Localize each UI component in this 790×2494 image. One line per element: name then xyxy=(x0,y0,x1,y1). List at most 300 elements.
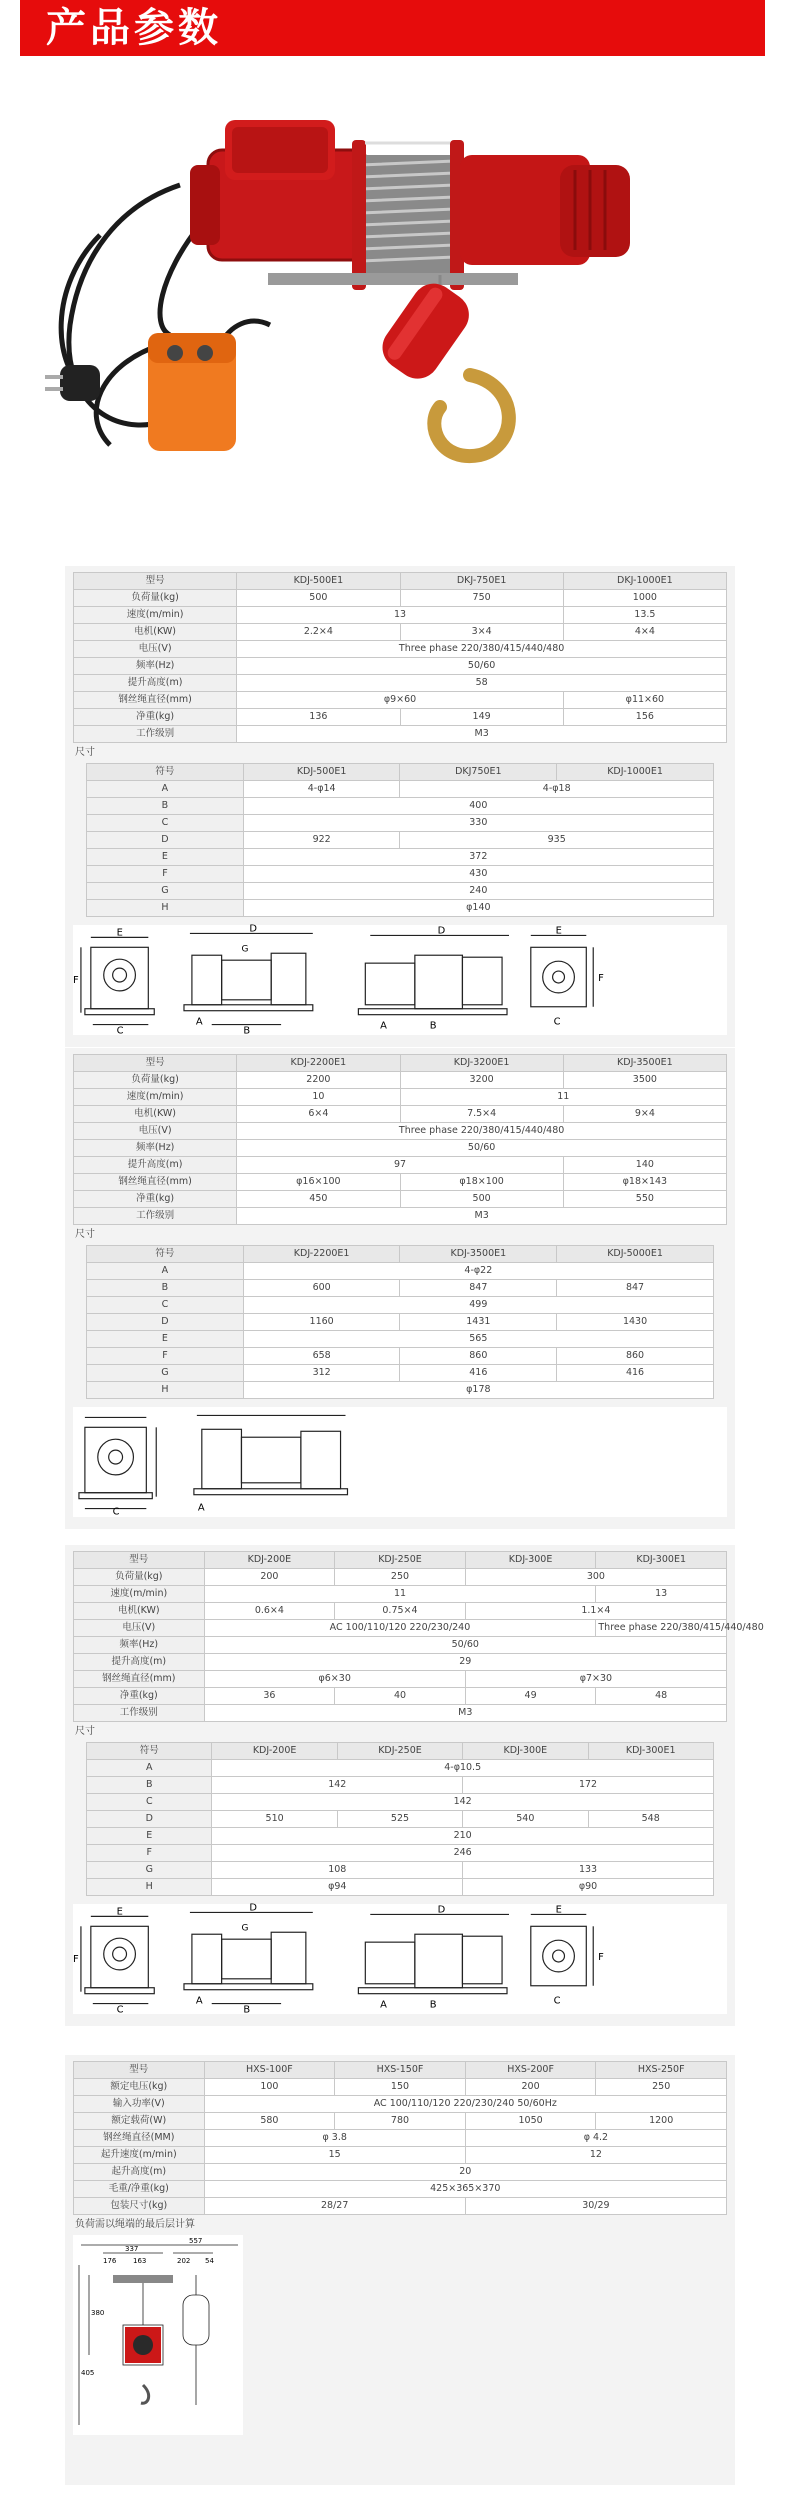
table-row xyxy=(74,1140,727,1157)
row-label: D xyxy=(87,1314,244,1331)
header-cell: 符号 xyxy=(87,1246,244,1263)
table-cell: 780 xyxy=(335,2113,466,2130)
table-cell: 330 xyxy=(243,815,713,832)
table-cell: 11 xyxy=(400,1089,727,1106)
row-label: 净重(kg) xyxy=(74,709,237,726)
gearbox xyxy=(460,155,630,265)
table-cell: φ7×30 xyxy=(465,1671,726,1688)
table-cell: 430 xyxy=(243,866,713,883)
mounting-base xyxy=(268,273,518,285)
header-cell: KDJ-3200E1 xyxy=(400,1055,563,1072)
label-d-2: D xyxy=(437,925,446,937)
table-cell: 156 xyxy=(563,709,726,726)
row-label: 电压(V) xyxy=(74,641,237,658)
table-cell: 240 xyxy=(243,883,713,900)
row-label: 起升高度(m) xyxy=(74,2164,205,2181)
table-cell: Three phase 220/380/415/440/480 xyxy=(237,641,727,658)
table-cell: 548 xyxy=(588,1811,713,1828)
pendant-controller xyxy=(148,333,236,451)
table-cell: 29 xyxy=(204,1654,726,1671)
table-row xyxy=(87,832,714,849)
row-label: 频率(Hz) xyxy=(74,1637,205,1654)
label-d-4: D xyxy=(249,1902,258,1914)
table-cell: 40 xyxy=(335,1688,466,1705)
table-row xyxy=(87,866,714,883)
label-b-2: B xyxy=(429,1020,437,1032)
row-label: 钢丝绳直径(mm) xyxy=(74,1174,237,1191)
row-label: C xyxy=(87,1794,212,1811)
table-row xyxy=(74,1072,727,1089)
table-cell: 108 xyxy=(212,1862,463,1879)
table-row xyxy=(74,1191,727,1208)
table-cell: 500 xyxy=(400,1191,563,1208)
dim-405: 405 xyxy=(81,2369,95,2377)
row-label: 负荷量(kg) xyxy=(74,1072,237,1089)
table-row xyxy=(87,1365,714,1382)
table-cell: 1.1×4 xyxy=(465,1603,726,1620)
dimensions-caption: 尺寸 xyxy=(75,747,95,758)
label-f-4: F xyxy=(73,1953,79,1965)
spec-table-3 xyxy=(73,1551,764,1722)
table-row xyxy=(87,1828,714,1845)
row-label: G xyxy=(87,1365,244,1382)
label-f: F xyxy=(73,974,79,986)
table-cell: M3 xyxy=(237,726,727,743)
table-row xyxy=(74,2181,727,2198)
table-cell: 200 xyxy=(465,2079,596,2096)
table-row xyxy=(74,1569,727,1586)
table-cell: φ11×60 xyxy=(563,692,726,709)
row-label: F xyxy=(87,866,244,883)
table-row xyxy=(74,1208,727,1225)
header-cell: KDJ-200E xyxy=(212,1743,337,1760)
table-cell: φ16×100 xyxy=(237,1174,400,1191)
row-label: 电机(KW) xyxy=(74,624,237,641)
table-cell: 13 xyxy=(237,607,564,624)
table-cell: 30/29 xyxy=(465,2198,726,2215)
table-cell: φ 4.2 xyxy=(465,2130,726,2147)
table-row xyxy=(74,658,727,675)
table-cell: 250 xyxy=(335,1569,466,1586)
table-row xyxy=(87,1263,714,1280)
row-label: 钢丝绳直径(mm) xyxy=(74,692,237,709)
table-cell: 1431 xyxy=(400,1314,557,1331)
table-cell: 142 xyxy=(212,1777,463,1794)
row-label: 额定载荷(W) xyxy=(74,2113,205,2130)
dimension-table-1 xyxy=(86,763,714,917)
row-label: 净重(kg) xyxy=(74,1688,205,1705)
table-cell: 12 xyxy=(465,2147,726,2164)
row-label: 速度(m/min) xyxy=(74,1586,205,1603)
spec-block-4 xyxy=(65,2055,735,2485)
dimensions-caption: 尺寸 xyxy=(75,1229,95,1240)
table-cell: M3 xyxy=(204,1705,726,1722)
row-label: 提升高度(m) xyxy=(74,1654,205,1671)
header-cell: HXS-200F xyxy=(465,2062,596,2079)
table-cell: 565 xyxy=(243,1331,713,1348)
table-cell: 658 xyxy=(243,1348,400,1365)
header-cell: DKJ-1000E1 xyxy=(563,573,726,590)
table-cell: 246 xyxy=(212,1845,713,1862)
header-cell: KDJ-250E xyxy=(337,1743,462,1760)
table-row xyxy=(87,1382,714,1399)
header-cell: KDJ-500E1 xyxy=(237,573,400,590)
table-cell: 149 xyxy=(400,709,563,726)
table-cell: 6×4 xyxy=(237,1106,400,1123)
page-title: 产品参数 xyxy=(46,5,222,51)
label-a: A xyxy=(195,1016,203,1028)
row-label: E xyxy=(87,1828,212,1845)
table-row xyxy=(87,849,714,866)
table-cell: 540 xyxy=(463,1811,588,1828)
table-row xyxy=(74,2096,727,2113)
label-c-4: C xyxy=(116,2004,124,2016)
header-cell: 型号 xyxy=(74,2062,205,2079)
table-cell: 860 xyxy=(400,1348,557,1365)
table-row xyxy=(87,1862,714,1879)
table-cell: 50/60 xyxy=(237,1140,727,1157)
table-row xyxy=(87,781,714,798)
label-e-5: E xyxy=(555,1904,562,1916)
row-label: 工作级别 xyxy=(74,1705,205,1722)
table-row xyxy=(87,900,714,917)
row-label: A xyxy=(87,1263,244,1280)
table-row xyxy=(74,1123,727,1140)
label-e-2: E xyxy=(555,925,562,937)
header-cell: HXS-250F xyxy=(596,2062,727,2079)
row-label: 电压(V) xyxy=(74,1123,237,1140)
header-cell: 型号 xyxy=(74,573,237,590)
table-cell: 50/60 xyxy=(204,1637,726,1654)
row-label: A xyxy=(87,781,244,798)
power-plug-icon xyxy=(45,365,100,401)
table-cell: φ140 xyxy=(243,900,713,917)
label-c-5: C xyxy=(553,1995,561,2007)
row-label: 包装尺寸(kg) xyxy=(74,2198,205,2215)
label-f-5: F xyxy=(598,1951,604,1963)
table-cell: 580 xyxy=(204,2113,335,2130)
row-label: F xyxy=(87,1348,244,1365)
table-cell: 3×4 xyxy=(400,624,563,641)
table-row xyxy=(74,2164,727,2181)
table-cell: 312 xyxy=(243,1365,400,1382)
table-row xyxy=(74,1603,727,1620)
dim-337: 337 xyxy=(125,2245,139,2253)
table-cell: 525 xyxy=(337,1811,462,1828)
label-e-4: E xyxy=(116,1906,123,1918)
table-cell: 450 xyxy=(237,1191,400,1208)
table-cell: 300 xyxy=(465,1569,726,1586)
table-cell: φ18×100 xyxy=(400,1174,563,1191)
table-header-row xyxy=(74,1552,727,1569)
header-cell: KDJ-300E xyxy=(463,1743,588,1760)
label-a-4: A xyxy=(195,1995,203,2007)
label-b-4: B xyxy=(243,2004,251,2016)
row-label: H xyxy=(87,1382,244,1399)
table-row xyxy=(87,1879,714,1896)
dim-557: 557 xyxy=(189,2237,203,2245)
table-cell: 550 xyxy=(563,1191,726,1208)
table-row xyxy=(74,2198,727,2215)
table-cell: Three phase 220/380/415/440/480 xyxy=(237,1123,727,1140)
table-row xyxy=(74,1637,727,1654)
table-cell: 1050 xyxy=(465,2113,596,2130)
table-row xyxy=(74,590,727,607)
row-label: G xyxy=(87,883,244,900)
spec-block-2 xyxy=(65,1048,735,1529)
dimension-drawing-3 xyxy=(73,1904,727,2014)
table-row xyxy=(74,641,727,658)
row-label: B xyxy=(87,1280,244,1297)
table-row xyxy=(87,798,714,815)
label-b: B xyxy=(243,1025,251,1037)
hook-block xyxy=(374,275,478,387)
table-cell: 4×4 xyxy=(563,624,726,641)
table-row xyxy=(74,1671,727,1688)
table-row xyxy=(87,815,714,832)
row-label: 电机(KW) xyxy=(74,1106,237,1123)
table-row xyxy=(74,709,727,726)
spec-block-1 xyxy=(65,566,735,1047)
spec-table-2 xyxy=(73,1054,727,1225)
table-cell: 100 xyxy=(204,2079,335,2096)
table-row xyxy=(87,883,714,900)
down-button-icon xyxy=(197,345,213,361)
table-cell: 13.5 xyxy=(563,607,726,624)
header-cell: KDJ-5000E1 xyxy=(557,1246,714,1263)
header-cell: KDJ-300E1 xyxy=(596,1552,727,1569)
row-label: G xyxy=(87,1862,212,1879)
table-cell: 416 xyxy=(400,1365,557,1382)
row-label: A xyxy=(87,1760,212,1777)
header-cell: DKJ750E1 xyxy=(400,764,557,781)
row-label: 钢丝绳直径(mm) xyxy=(74,1671,205,1688)
table-cell: 11 xyxy=(204,1586,596,1603)
table-row xyxy=(74,2130,727,2147)
table-cell: 4-φ22 xyxy=(243,1263,713,1280)
row-label: 毛重/净重(kg) xyxy=(74,2181,205,2198)
table-cell: 1160 xyxy=(243,1314,400,1331)
row-label: H xyxy=(87,1879,212,1896)
table-cell: 3200 xyxy=(400,1072,563,1089)
table-cell: 13 xyxy=(596,1586,727,1603)
table-cell: Three phase 220/380/415/440/480 xyxy=(596,1620,727,1637)
header-cell: KDJ-500E1 xyxy=(243,764,400,781)
table-row xyxy=(74,726,727,743)
table-cell: 400 xyxy=(243,798,713,815)
table-row xyxy=(74,1654,727,1671)
table-cell: 847 xyxy=(557,1280,714,1297)
table-cell: 150 xyxy=(335,2079,466,2096)
header-cell: HXS-150F xyxy=(335,2062,466,2079)
dim-54: 54 xyxy=(205,2257,214,2265)
table-row xyxy=(74,1174,727,1191)
table-cell: 200 xyxy=(204,1569,335,1586)
row-label: 提升高度(m) xyxy=(74,675,237,692)
table-cell: 20 xyxy=(204,2164,726,2181)
table-cell: 172 xyxy=(463,1777,714,1794)
label-d-5: D xyxy=(437,1904,446,1916)
table-cell: 50/60 xyxy=(237,658,727,675)
header-cell: KDJ-250E xyxy=(335,1552,466,1569)
table-cell: 250 xyxy=(596,2079,727,2096)
header-cell: 型号 xyxy=(74,1552,205,1569)
table-row xyxy=(74,2079,727,2096)
table-cell: φ178 xyxy=(243,1382,713,1399)
table-row xyxy=(74,607,727,624)
row-label: 频率(Hz) xyxy=(74,658,237,675)
table-cell: 7.5×4 xyxy=(400,1106,563,1123)
table-cell: 847 xyxy=(400,1280,557,1297)
table-row xyxy=(87,1777,714,1794)
table-header-row xyxy=(87,1246,714,1263)
table-cell: 142 xyxy=(212,1794,713,1811)
table-cell: AC 100/110/120 220/230/240 xyxy=(204,1620,596,1637)
table-cell: 48 xyxy=(596,1688,727,1705)
table-cell: 28/27 xyxy=(204,2198,465,2215)
row-label: 钢丝绳直径(MM) xyxy=(74,2130,205,2147)
table-header-row xyxy=(87,764,714,781)
table-header-row xyxy=(74,1055,727,1072)
row-label: 起升速度(m/min) xyxy=(74,2147,205,2164)
label-c: C xyxy=(116,1025,124,1037)
row-label: 额定电压(kg) xyxy=(74,2079,205,2096)
table-cell: 49 xyxy=(465,1688,596,1705)
table-row xyxy=(87,1811,714,1828)
row-label: 输入功率(V) xyxy=(74,2096,205,2113)
hook-icon xyxy=(434,375,509,456)
up-button-icon xyxy=(167,345,183,361)
header-cell: KDJ-3500E1 xyxy=(563,1055,726,1072)
header-cell: KDJ-2200E1 xyxy=(237,1055,400,1072)
table-row xyxy=(74,2113,727,2130)
table-cell: 3500 xyxy=(563,1072,726,1089)
label-g: G xyxy=(241,944,249,955)
table-row xyxy=(74,1157,727,1174)
table-row xyxy=(74,624,727,641)
table-row xyxy=(74,1705,727,1722)
label-e: E xyxy=(116,927,123,939)
table-row xyxy=(74,675,727,692)
row-label: 电压(V) xyxy=(74,1620,205,1637)
table-cell: φ9×60 xyxy=(237,692,564,709)
spec-table-1 xyxy=(73,572,727,743)
table-cell: AC 100/110/120 220/230/240 50/60Hz xyxy=(204,2096,726,2113)
row-label: 工作级别 xyxy=(74,1208,237,1225)
header-cell: DKJ-750E1 xyxy=(400,573,563,590)
table-cell: 372 xyxy=(243,849,713,866)
dimension-table-3 xyxy=(86,1742,714,1896)
row-label: 净重(kg) xyxy=(74,1191,237,1208)
row-label: D xyxy=(87,832,244,849)
table-cell: 9×4 xyxy=(563,1106,726,1123)
table-cell: 4-φ14 xyxy=(243,781,400,798)
header-cell: KDJ-200E xyxy=(204,1552,335,1569)
table-cell: 140 xyxy=(563,1157,726,1174)
header-cell: 型号 xyxy=(74,1055,237,1072)
table-header-row xyxy=(74,573,727,590)
row-label: 负荷量(kg) xyxy=(74,590,237,607)
header-cell: KDJ-2200E1 xyxy=(243,1246,400,1263)
row-label: 频率(Hz) xyxy=(74,1140,237,1157)
row-label: 速度(m/min) xyxy=(74,607,237,624)
table-cell: 935 xyxy=(400,832,713,849)
dimension-table-2 xyxy=(86,1245,714,1399)
header-cell: KDJ-3500E1 xyxy=(400,1246,557,1263)
table-cell: 1200 xyxy=(596,2113,727,2130)
table-row xyxy=(74,2147,727,2164)
table-cell: 0.6×4 xyxy=(204,1603,335,1620)
table-cell: 97 xyxy=(237,1157,564,1174)
table-cell: 36 xyxy=(204,1688,335,1705)
hoist-drawing xyxy=(73,2235,243,2435)
table-row xyxy=(74,1586,727,1603)
table-header-row xyxy=(74,2062,727,2079)
table-row xyxy=(87,1280,714,1297)
table-cell: 15 xyxy=(204,2147,465,2164)
row-label: D xyxy=(87,1811,212,1828)
dim-163: 163 xyxy=(133,2257,147,2265)
label-f-2: F xyxy=(598,972,604,984)
table-cell: 922 xyxy=(243,832,400,849)
dimension-drawing-1 xyxy=(73,925,727,1035)
table-row xyxy=(87,1794,714,1811)
table-cell: 10 xyxy=(237,1089,400,1106)
table-row xyxy=(87,1297,714,1314)
table-cell: 416 xyxy=(557,1365,714,1382)
row-label: H xyxy=(87,900,244,917)
label-c-2: C xyxy=(553,1016,561,1028)
spec-block-3 xyxy=(65,1545,764,2026)
header-cell: KDJ-1000E1 xyxy=(557,764,714,781)
dimension-drawing-2 xyxy=(73,1407,727,1517)
load-note: 负荷需以绳端的最后层计算 xyxy=(75,2219,195,2230)
header-cell: 符号 xyxy=(87,1743,212,1760)
table-cell: φ94 xyxy=(212,1879,463,1896)
table-row xyxy=(74,1620,727,1637)
table-cell: 133 xyxy=(463,1862,714,1879)
row-label: B xyxy=(87,798,244,815)
table-header-row xyxy=(87,1743,714,1760)
label-a-3: A xyxy=(197,1502,205,1514)
row-label: 工作级别 xyxy=(74,726,237,743)
table-row xyxy=(87,1314,714,1331)
table-cell: 136 xyxy=(237,709,400,726)
table-cell: 860 xyxy=(557,1348,714,1365)
table-cell: 510 xyxy=(212,1811,337,1828)
label-b-5: B xyxy=(429,1999,437,2011)
table-cell: 499 xyxy=(243,1297,713,1314)
table-cell: 58 xyxy=(237,675,727,692)
row-label: 提升高度(m) xyxy=(74,1157,237,1174)
table-row xyxy=(87,1845,714,1862)
table-cell: 1000 xyxy=(563,590,726,607)
header-cell: HXS-100F xyxy=(204,2062,335,2079)
label-a-2: A xyxy=(380,1020,387,1032)
table-row xyxy=(87,1331,714,1348)
table-cell: 1430 xyxy=(557,1314,714,1331)
row-label: E xyxy=(87,1331,244,1348)
table-cell: 425×365×370 xyxy=(204,2181,726,2198)
table-cell: M3 xyxy=(237,1208,727,1225)
row-label: C xyxy=(87,1297,244,1314)
cable-drum xyxy=(352,140,464,290)
table-cell: 210 xyxy=(212,1828,713,1845)
table-cell: 0.75×4 xyxy=(335,1603,466,1620)
table-cell: 4-φ10.5 xyxy=(212,1760,713,1777)
table-row xyxy=(74,692,727,709)
winch-product-image xyxy=(40,85,720,545)
